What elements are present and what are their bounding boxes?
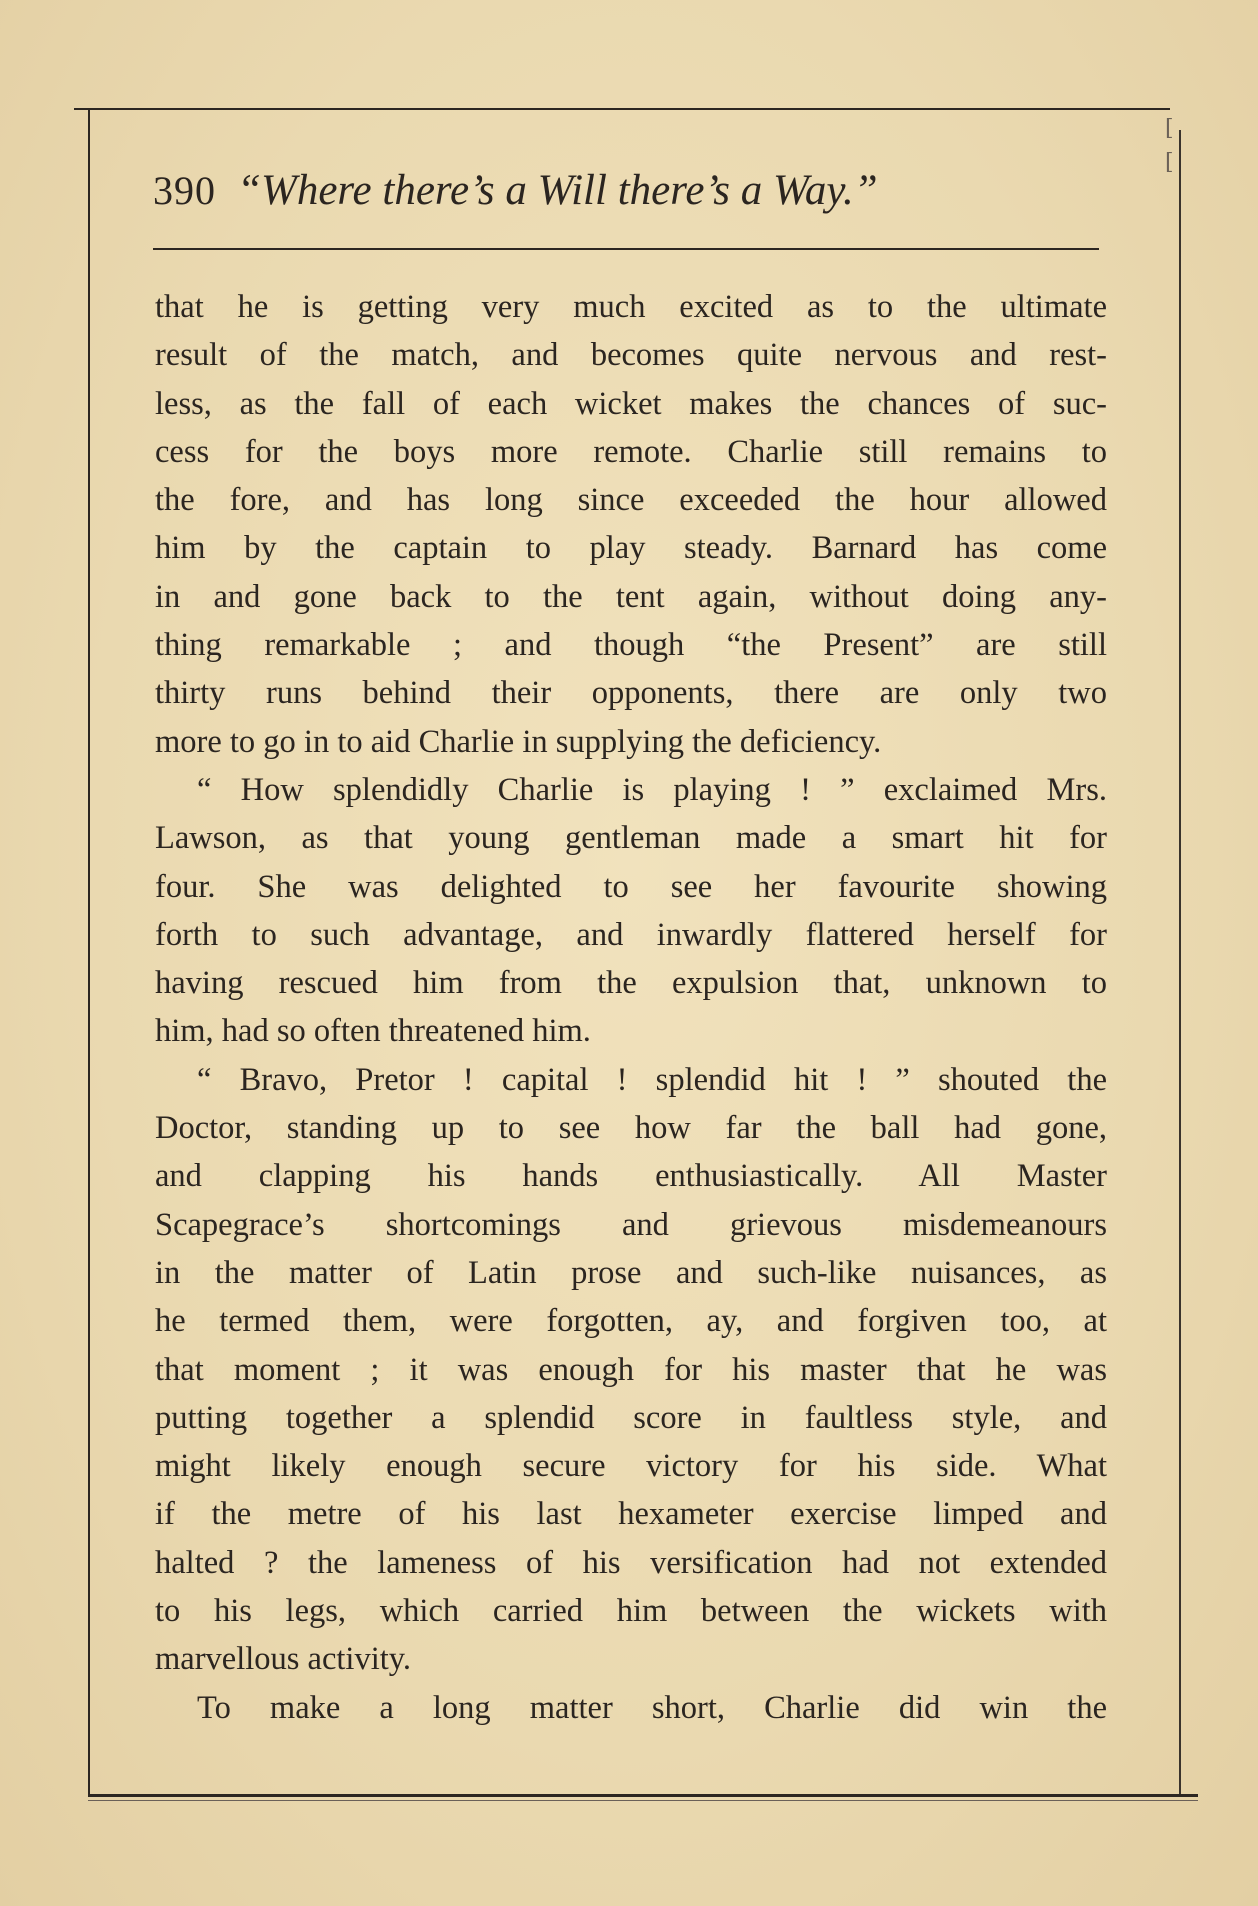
text-line: might likely enough secure victory for his side. What [155,1448,1107,1485]
text-line: result of the match, and becomes quite nervous and rest- [155,337,1107,374]
text-line: thing remarkable ; and though “the Present” are still [155,627,1107,664]
header-rule [153,248,1099,250]
border-bottom-rule [88,1794,1198,1797]
text-line: Scapegrace’s shortcomings and grievous misdemeanours [155,1206,1107,1243]
border-bottom-thin-rule [88,1800,1198,1801]
text-line: that he is getting very much excited as to the ultimate [155,289,1107,325]
text-line: to his legs, which carried him between the wickets with [155,1593,1107,1630]
text-line: thirty runs behind their opponents, there are only two [155,675,1107,712]
text-line: To make a long matter short, Charlie did win the [197,1689,1107,1726]
text-line: if the metre of his last hexameter exercise limped and [155,1496,1107,1533]
text-line: cess for the boys more remote. Charlie still remains to [155,433,1107,470]
border-top-rule [74,108,1170,110]
text-line: and clapping his hands enthusiastically. All Master [155,1158,1107,1195]
text-line: Lawson, as that young gentleman made a smart hit for [155,820,1107,857]
text-line: forth to such advantage, and inwardly flattered herself for [155,916,1107,953]
text-line: “ Bravo, Pretor ! capital ! splendid hit ! ” shouted the [197,1061,1107,1098]
text-line: he termed them, were forgotten, ay, and forgiven too, at [155,1303,1107,1340]
text-line: the fore, and has long since exceeded the hour allowed [155,482,1107,519]
border-right-rule [1179,130,1181,1795]
text-line: in the matter of Latin prose and such-like nuisances, as [155,1254,1107,1291]
text-line: more to go in to aid Charlie in supplying the deficiency. [155,723,882,760]
text-line: four. She was delighted to see her favourite showing [155,868,1107,905]
text-line: marvellous activity. [155,1641,412,1678]
running-head [153,166,1113,230]
text-line: him, had so often threatened him. [155,1013,591,1050]
page-number: 390 [153,168,216,213]
text-line: having rescued him from the expulsion that, unknown to [155,965,1107,1002]
text-line: halted ? the lameness of his versification had not extended [155,1544,1107,1581]
body-text [155,283,1107,1732]
text-line: him by the captain to play steady. Barnard has come [155,530,1107,567]
text-line: less, as the fall of each wicket makes the chances of suc- [155,385,1107,422]
text-line: in and gone back to the tent again, without doing any- [155,578,1107,615]
edge-mark: [ [1165,150,1174,175]
running-title: “Where there’s a Will there’s a Way.” [237,167,878,214]
text-line: putting together a splendid score in faultless style, and [155,1399,1107,1436]
text-line: “ How splendidly Charlie is playing ! ” exclaimed Mrs. [197,771,1107,808]
edge-mark: [ [1165,116,1174,141]
text-line: that moment ; it was enough for his master that he was [155,1351,1107,1388]
border-left-rule [88,110,90,1795]
text-line: Doctor, standing up to see how far the ball had gone, [155,1110,1107,1147]
